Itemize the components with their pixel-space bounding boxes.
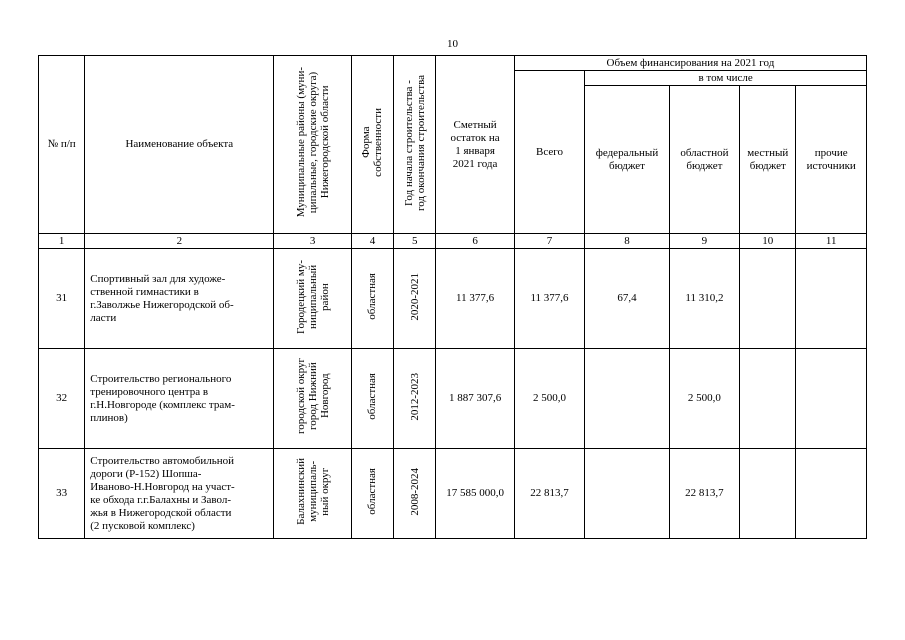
header-total: Всего	[514, 71, 584, 234]
row-num: 31	[39, 249, 85, 349]
row-federal	[585, 349, 670, 449]
row-name: Спортивный зал для художе- ственной гимнастики в г.Заволжье Нижегородской об- ласти	[85, 249, 274, 349]
row-total: 2 500,0	[514, 349, 584, 449]
row-ownership-cell	[351, 249, 393, 349]
col-number: 9	[669, 234, 739, 249]
row-remainder: 17 585 000,0	[436, 449, 514, 539]
header-name: Наименование объекта	[85, 56, 274, 234]
row-local	[740, 449, 796, 539]
row-ownership-cell	[351, 349, 393, 449]
row-federal	[585, 449, 670, 539]
row-district: Городецкий му- ниципальный район	[294, 259, 331, 334]
header-ownership-cell	[351, 56, 393, 234]
header-district-cell	[274, 56, 351, 234]
col-number: 3	[274, 234, 351, 249]
row-ownership: областная	[366, 468, 379, 515]
header-including: в том числе	[585, 71, 867, 86]
row-district-cell	[274, 249, 351, 349]
col-number: 8	[585, 234, 670, 249]
table-row	[39, 349, 867, 449]
row-federal: 67,4	[585, 249, 670, 349]
row-other	[796, 349, 867, 449]
header-local: местный бюджет	[740, 86, 796, 234]
financing-table	[38, 55, 867, 539]
row-total: 22 813,7	[514, 449, 584, 539]
row-num: 32	[39, 349, 85, 449]
col-number: 6	[436, 234, 514, 249]
col-number: 2	[85, 234, 274, 249]
row-name: Строительство автомобильной дороги (Р-152) Шопша- Иваново-Н.Новгород на участ- ке обхода г.г.Балахны и Завол- жья в Нижегородской области (2 пусковой комплекс)	[85, 449, 274, 539]
row-district: Балахнинский муниципаль- ный округ	[294, 458, 331, 525]
col-number: 10	[740, 234, 796, 249]
table-row	[39, 449, 867, 539]
column-number-row	[39, 234, 867, 249]
header-other: прочие источники	[796, 86, 867, 234]
header-regional: областной бюджет	[669, 86, 739, 234]
row-years: 2012-2023	[408, 372, 421, 421]
header-ownership: Форма собственности	[360, 108, 385, 177]
row-ownership: областная	[366, 373, 379, 420]
row-remainder: 1 887 307,6	[436, 349, 514, 449]
row-years-cell	[394, 349, 436, 449]
row-years: 2008-2024	[408, 467, 421, 516]
row-name: Строительство регионального тренировочного центра в г.Н.Новгороде (комплекс трам- плинов)	[85, 349, 274, 449]
header-district: Муниципальные районы (муни- ципальные, городские округа) Нижегородской области	[294, 67, 331, 218]
row-other	[796, 249, 867, 349]
row-regional: 2 500,0	[669, 349, 739, 449]
header-years: Год начала строительства - год окончания строительства	[402, 74, 427, 211]
table-row	[39, 249, 867, 349]
row-regional: 11 310,2	[669, 249, 739, 349]
header-years-cell	[394, 56, 436, 234]
col-number: 4	[351, 234, 393, 249]
row-local	[740, 249, 796, 349]
row-regional: 22 813,7	[669, 449, 739, 539]
header-remainder: Сметный остаток на 1 января 2021 года	[436, 56, 514, 234]
row-num: 33	[39, 449, 85, 539]
col-number: 1	[39, 234, 85, 249]
col-number: 7	[514, 234, 584, 249]
row-ownership: областная	[366, 273, 379, 320]
row-years: 2020-2021	[408, 272, 421, 321]
row-ownership-cell	[351, 449, 393, 539]
row-years-cell	[394, 449, 436, 539]
row-district-cell	[274, 449, 351, 539]
header-num: № п/п	[39, 56, 85, 234]
row-other	[796, 449, 867, 539]
row-years-cell	[394, 249, 436, 349]
header-federal: федеральный бюджет	[585, 86, 670, 234]
row-local	[740, 349, 796, 449]
header-funding: Объем финансирования на 2021 год	[514, 56, 866, 71]
page-number: 10	[447, 38, 458, 50]
row-district: городской округ город Нижний Новгород	[294, 358, 331, 435]
row-remainder: 11 377,6	[436, 249, 514, 349]
col-number: 11	[796, 234, 867, 249]
col-number: 5	[394, 234, 436, 249]
row-district-cell	[274, 349, 351, 449]
row-total: 11 377,6	[514, 249, 584, 349]
